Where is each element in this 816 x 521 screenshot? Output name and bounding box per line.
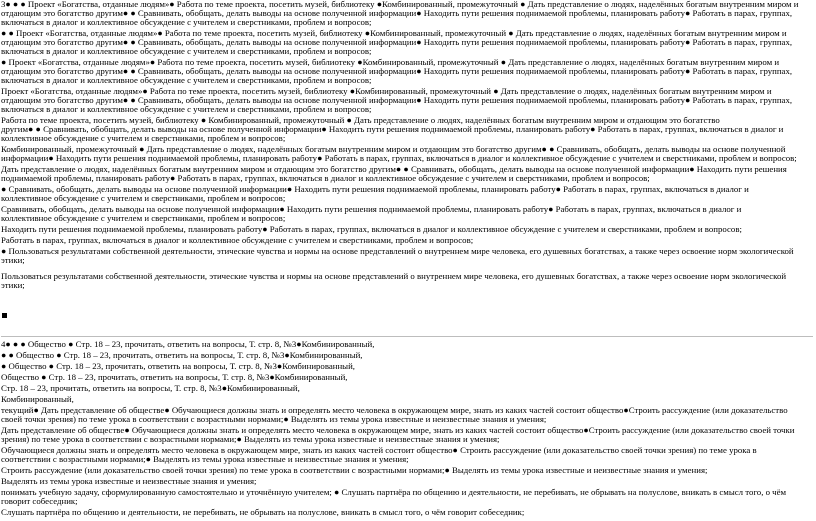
text-line: соответствии с возрастными нормами;● Выделять из темы урока известные и неизвестные знания и умения; xyxy=(1,455,409,464)
text-line: Находить пути решения поднимаемой проблемы, планировать работу● Работать в парах, группах, включаться в диалог и коллективное обсуждение с учителем и сверстниками, проблем и вопросов; xyxy=(1,225,742,234)
text-line: Дать представление об обществе● Обучающиеся должны знать и определять место человека в окружающем мире, знать из каких частей состоит общество●Строить рассуждение (или доказательство своей точки xyxy=(1,426,795,435)
text-line: Работать в парах, группах, включаться в диалог и коллективное обсуждение с учителем и сверстниками, проблем и вопросов; xyxy=(1,236,474,245)
text-line: этики; xyxy=(1,256,25,265)
text-line: Проект «Богатства, отданные людям»● Работа по теме проекта, посетить музей, библиотеку ●Комбинированный, промежуточный ● Дать представление о людях, наделённых богатым внутренним миром и xyxy=(1,87,772,96)
text-line: Стр. 18 – 23, прочитать, ответить на вопросы, Т. стр. 8, №3●Комбинированный, xyxy=(1,384,300,393)
text-line: отдающим это богатство другим● ● Сравнивать, обобщать, делать выводы на основе полученной информации● Находить пути решения поднимаемой проблемы, планировать работу● Работать в парах, группах, xyxy=(1,96,793,105)
text-line: коллективное обсуждение с учителем и сверстниками, проблем и вопросов; xyxy=(1,194,286,203)
text-line: зрения) по теме урока в соответствии с возрастными нормами;● Выделять из темы урока известные и неизвестные знания и умения; xyxy=(1,435,500,444)
section-divider xyxy=(1,336,813,337)
text-line: своей точки зрения) по теме урока в соответствии с возрастными нормами;● Выделять из темы урока известные и неизвестные знания и умения; xyxy=(1,415,547,424)
text-line: ● Общество ● Стр. 18 – 23, прочитать, ответить на вопросы, Т. стр. 8, №3●Комбинированный, xyxy=(1,362,355,371)
text-line: ● Сравнивать, обобщать, делать выводы на основе полученной информации● Находить пути решения поднимаемой проблемы, планировать работу● Работать в парах, группах, включаться в диалог и xyxy=(1,185,749,194)
text-line: ● ● Проект «Богатства, отданные людям»● Работа по теме проекта, посетить музей, библиотеку ●Комбинированный, промежуточный ● Дать представление о людях, наделённых богатым внутренним миром и xyxy=(1,29,787,38)
text-line: Пользоваться результатами собственной деятельности, этические чувства и нормы на основе представлений о внутреннем мире человека, его душевных богатствах, а также через освоение норм экологической xyxy=(1,272,787,281)
text-line: ● ● Общество ● Стр. 18 – 23, прочитать, ответить на вопросы, Т. стр. 8, №3●Комбинированный, xyxy=(1,351,363,360)
text-line: отдающим это богатство другим● ● Сравнивать, обобщать, делать выводы на основе полученной информации● Находить пути решения поднимаемой проблемы, планировать работу● Работать в парах, группах, xyxy=(1,67,793,76)
text-line: этики; xyxy=(1,281,25,290)
text-line: текущий● Дать представление об обществе● Обучающиеся должны знать и определять место человека в окружающем мире, знать из каких частей состоит общество●Строить рассуждение (или доказательство xyxy=(1,406,788,415)
text-line: говорит собеседник; xyxy=(1,497,78,506)
text-line: поднимаемой проблемы, планировать работу● Работать в парах, группах, включаться в диалог и коллективное обсуждение с учителем и сверстниками, проблем и вопросов; xyxy=(1,174,650,183)
text-line: отдающим это богатство другим● ● Сравнивать, обобщать, делать выводы на основе полученной информации● Находить пути решения поднимаемой проблемы, планировать работу● Работать в парах, группах, xyxy=(1,38,793,47)
text-line: Выделять из темы урока известные и неизвестные знания и умения; xyxy=(1,477,257,486)
text-line: информации● Находить пути решения поднимаемой проблемы, планировать работу● Работать в парах, группах, включаться в диалог и коллективное обсуждение с учителем и сверстниками, проблем и вопросов; xyxy=(1,154,797,163)
text-line: Дать представление о людях, наделённых богатым внутренним миром и отдающим это богатство другим● ● Сравнивать, обобщать, делать выводы на основе полученной информации● Находить пути решения xyxy=(1,165,787,174)
text-line: Слушать партнёра по общению и деятельности, не перебивать, не обрывать на полуслове, вникать в смысл того, о чём говорит собеседник; xyxy=(1,508,525,517)
text-line: 3● ● ● Проект «Богатства, отданные людям»● Работа по теме проекта, посетить музей, библиотеку ●Комбинированный, промежуточный ● Дать представление о людях, наделённых богатым внутренним миром и xyxy=(1,0,799,9)
bullet-marker xyxy=(2,313,7,318)
text-line: Строить рассуждение (или доказательство своей точки зрения) по теме урока в соответствии с возрастными нормами;● Выделять из темы урока известные и неизвестные знания и умения; xyxy=(1,466,708,475)
text-line: включаться в диалог и коллективное обсуждение с учителем и сверстниками, проблем и вопросов; xyxy=(1,18,372,27)
text-line: Комбинированный, xyxy=(1,395,74,404)
text-line: 4● ● ● Общество ● Стр. 18 – 23, прочитать, ответить на вопросы, Т. стр. 8, №3●Комбинированный, xyxy=(1,340,375,349)
text-line: другим● ● Сравнивать, обобщать, делать выводы на основе полученной информации● Находить пути решения поднимаемой проблемы, планировать работу● Работать в парах, группах, включаться в диалог и xyxy=(1,125,784,134)
text-line: коллективное обсуждение с учителем и сверстниками, проблем и вопросов; xyxy=(1,214,286,223)
text-line: Работа по теме проекта, посетить музей, библиотеку ● Комбинированный, промежуточный ● Дать представление о людях, наделённых богатым внутренним миром и отдающим это богатство xyxy=(1,116,720,125)
text-line: Сравнивать, обобщать, делать выводы на основе полученной информации● Находить пути решения поднимаемой проблемы, планировать работу● Работать в парах, группах, включаться в диалог и xyxy=(1,205,742,214)
text-line: Комбинированный, промежуточный ● Дать представление о людях, наделённых богатым внутренним миром и отдающим это богатство другим● ● Сравнивать, обобщать, делать выводы на основе полученной xyxy=(1,145,786,154)
text-line: включаться в диалог и коллективное обсуждение с учителем и сверстниками, проблем и вопросов; xyxy=(1,76,372,85)
text-line: включаться в диалог и коллективное обсуждение с учителем и сверстниками, проблем и вопросов; xyxy=(1,105,372,114)
text-line: отдающим это богатство другим● ● Сравнивать, обобщать, делать выводы на основе полученной информации● Находить пути решения поднимаемой проблемы, планировать работу● Работать в парах, группах, xyxy=(1,9,793,18)
text-line: включаться в диалог и коллективное обсуждение с учителем и сверстниками, проблем и вопросов; xyxy=(1,47,372,56)
text-line: понимать учебную задачу, сформулированную самостоятельно и уточнённую учителем; ● Слушать партнёра по общению и деятельности, не перебивать, не обрывать на полуслове, вникать в смысл того, о чём xyxy=(1,488,787,497)
text-line: ● Пользоваться результатами собственной деятельности, этические чувства и нормы на основе представлений о внутреннем мире человека, его душевных богатствах, а также через освоение норм экологической xyxy=(1,247,794,256)
text-line: Общество ● Стр. 18 – 23, прочитать, ответить на вопросы, Т. стр. 8, №3●Комбинированный, xyxy=(1,373,348,382)
text-line: коллективное обсуждение с учителем и сверстниками, проблем и вопросов; xyxy=(1,134,286,143)
text-line: ● Проект «Богатства, отданные людям»● Работа по теме проекта, посетить музей, библиотеку ●Комбинированный, промежуточный ● Дать представление о людях, наделённых богатым внутренним миром и xyxy=(1,58,780,67)
text-line: Обучающиеся должны знать и определять место человека в окружающем мире, знать из каких частей состоит общество● Строить рассуждение (или доказательство своей точки зрения) по теме урока в xyxy=(1,446,757,455)
